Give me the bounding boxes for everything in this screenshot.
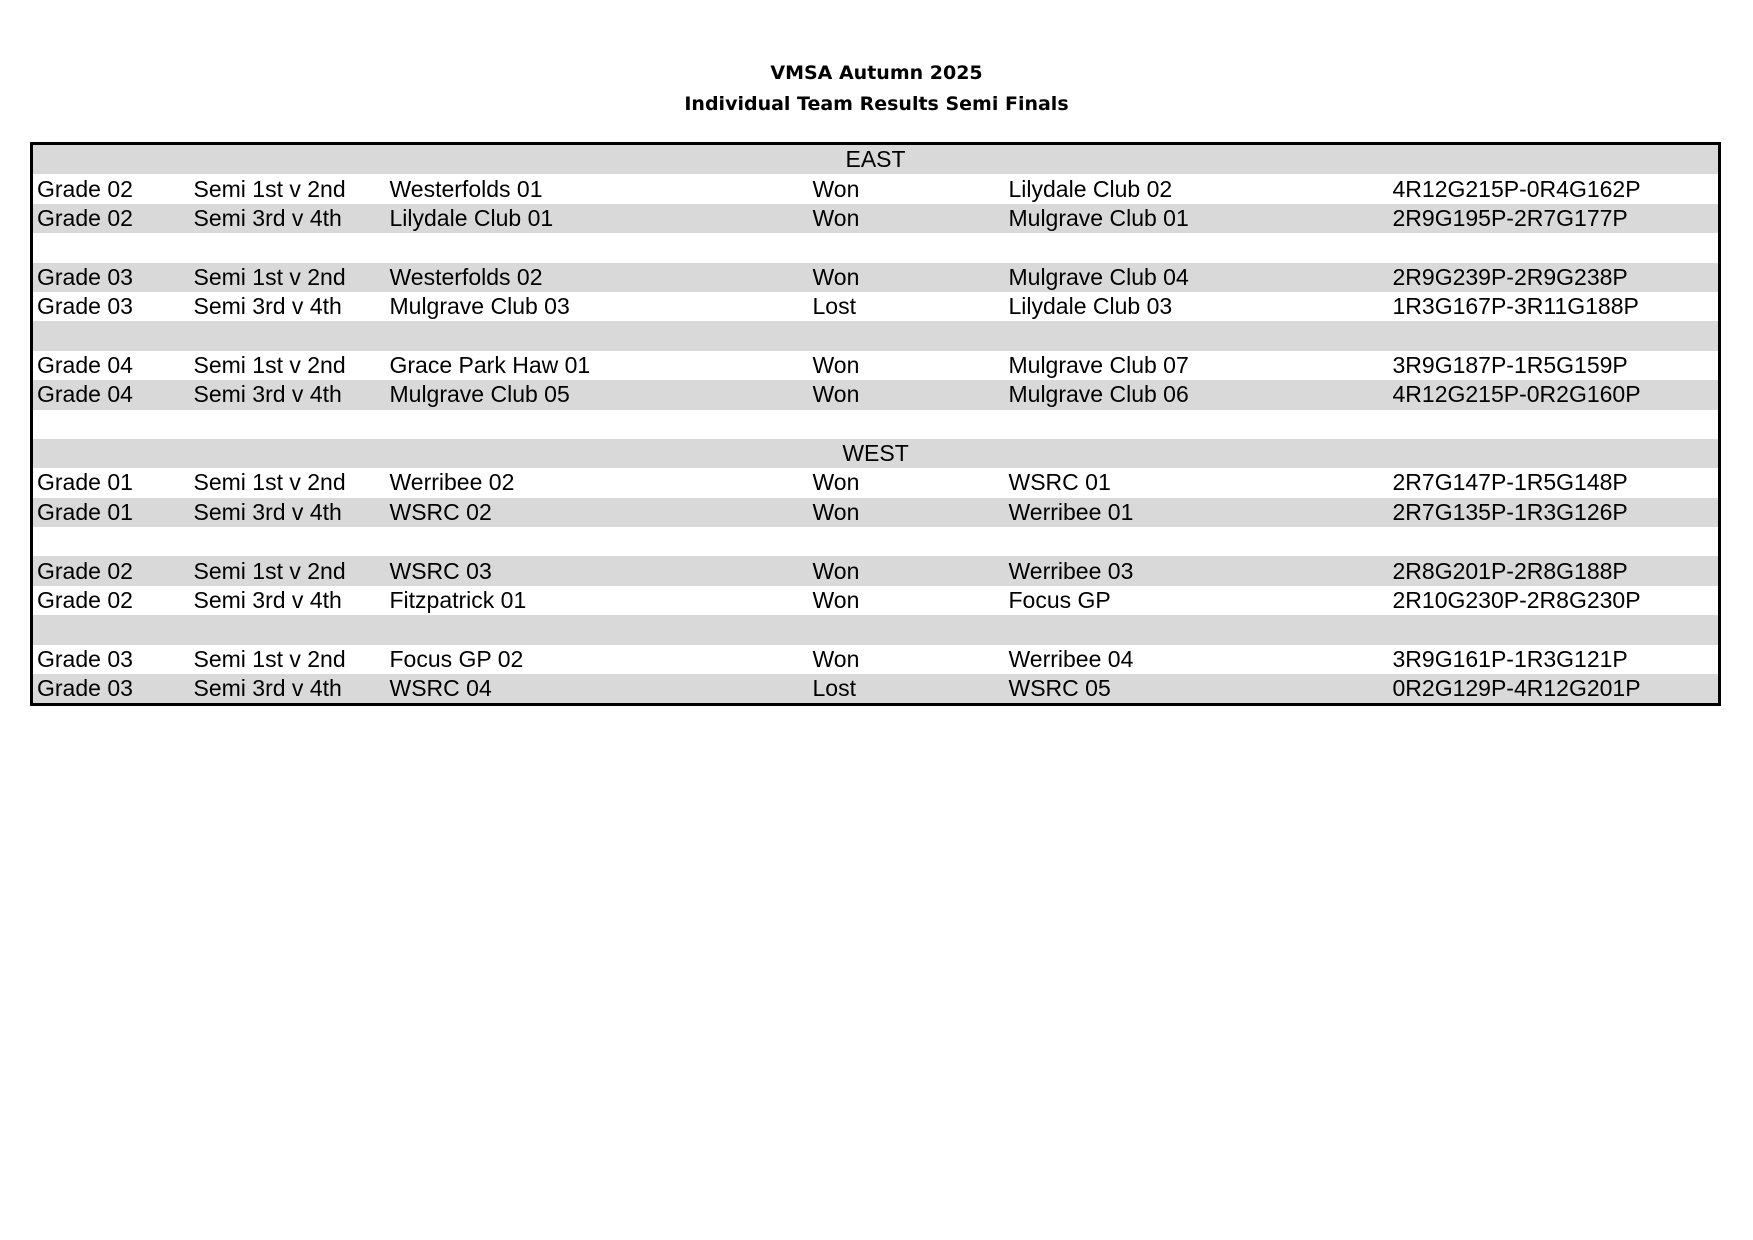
grade-cell: Grade 02: [37, 587, 133, 614]
opponent-cell: Werribee 04: [1008, 645, 1134, 672]
result-cell: Won: [812, 587, 860, 614]
spacer-cell: [32, 233, 1720, 262]
opponent-cell: Werribee 01: [1005, 498, 1389, 527]
grade-cell: Grade 02: [32, 556, 190, 585]
score-cell: 0R2G129P-4R12G201P: [1389, 674, 1720, 705]
result-row: [32, 468, 1720, 497]
team-cell: Focus GP 02: [389, 645, 524, 672]
round-cell: Semi 3rd v 4th: [190, 380, 386, 409]
team-cell: Westerfolds 02: [386, 263, 809, 292]
result-cell: Lost: [809, 674, 1005, 705]
result-row: [32, 645, 1720, 674]
result-cell: Lost: [812, 293, 856, 320]
opponent-cell: Focus GP: [1008, 587, 1111, 614]
result-row: [32, 674, 1720, 705]
round-cell: Semi 1st v 2nd: [193, 645, 346, 672]
team-cell: Mulgrave Club 03: [389, 293, 570, 320]
result-cell: Won: [809, 204, 1005, 233]
results-table: [30, 142, 1721, 706]
result-cell: Won: [809, 556, 1005, 585]
result-cell: Won: [809, 498, 1005, 527]
spacer-cell: [32, 615, 1720, 644]
score-cell: 2R7G135P-1R3G126P: [1389, 498, 1720, 527]
opponent-cell: Werribee 03: [1005, 556, 1389, 585]
round-cell: Semi 3rd v 4th: [190, 674, 386, 705]
grade-cell: Grade 02: [32, 204, 190, 233]
result-row: [32, 380, 1720, 409]
grade-cell: Grade 04: [37, 351, 133, 378]
grade-cell: Grade 04: [32, 380, 190, 409]
spacer-row: [32, 233, 1720, 262]
round-cell: Semi 1st v 2nd: [190, 263, 386, 292]
opponent-cell: WSRC 05: [1005, 674, 1389, 705]
result-row: [32, 174, 1720, 203]
score-cell: 2R9G195P-2R7G177P: [1389, 204, 1720, 233]
opponent-cell: Mulgrave Club 01: [1005, 204, 1389, 233]
result-cell: Won: [809, 263, 1005, 292]
spacer-cell: [32, 527, 1720, 556]
score-cell: 2R7G147P-1R5G148P: [1392, 469, 1628, 496]
document-header: [0, 58, 1753, 120]
round-cell: Semi 1st v 2nd: [190, 556, 386, 585]
grade-cell: Grade 03: [32, 674, 190, 705]
result-row: [32, 498, 1720, 527]
spacer-cell: [32, 410, 1720, 439]
round-cell: Semi 3rd v 4th: [190, 204, 386, 233]
grade-cell: Grade 01: [37, 469, 133, 496]
result-row: [32, 204, 1720, 233]
result-cell: Won: [812, 645, 860, 672]
score-cell: 1R3G167P-3R11G188P: [1392, 293, 1639, 320]
result-cell: Won: [809, 380, 1005, 409]
team-cell: WSRC 03: [386, 556, 809, 585]
grade-cell: Grade 03: [32, 263, 190, 292]
spacer-cell: [32, 321, 1720, 350]
result-row: [32, 586, 1720, 615]
team-cell: Werribee 02: [389, 469, 515, 496]
score-cell: 4R12G215P-0R4G162P: [1392, 175, 1641, 202]
score-cell: 4R12G215P-0R2G160P: [1389, 380, 1720, 409]
round-cell: Semi 1st v 2nd: [193, 351, 346, 378]
round-cell: Semi 3rd v 4th: [190, 498, 386, 527]
team-cell: Grace Park Haw 01: [389, 351, 591, 378]
spacer-row: [32, 321, 1720, 350]
result-cell: Won: [812, 469, 860, 496]
score-cell: 2R8G201P-2R8G188P: [1389, 556, 1720, 585]
score-cell: 3R9G187P-1R5G159P: [1392, 351, 1628, 378]
opponent-cell: Mulgrave Club 06: [1005, 380, 1389, 409]
opponent-cell: Lilydale Club 02: [1008, 175, 1173, 202]
grade-cell: Grade 03: [37, 645, 133, 672]
section-header: WEST: [32, 439, 1720, 468]
result-row: [32, 263, 1720, 292]
grade-cell: Grade 03: [37, 293, 133, 320]
opponent-cell: Mulgrave Club 04: [1005, 263, 1389, 292]
document-title: VMSA Autumn 2025: [770, 62, 983, 84]
document-subtitle: Individual Team Results Semi Finals: [684, 93, 1069, 115]
grade-cell: Grade 01: [32, 498, 190, 527]
team-cell: WSRC 02: [386, 498, 809, 527]
team-cell: WSRC 04: [386, 674, 809, 705]
spacer-row: [32, 410, 1720, 439]
section-header-row: [32, 439, 1720, 468]
spacer-row: [32, 615, 1720, 644]
grade-cell: Grade 02: [37, 175, 133, 202]
results-body: [32, 144, 1720, 705]
round-cell: Semi 1st v 2nd: [193, 469, 346, 496]
result-row: [32, 556, 1720, 585]
section-header: EAST: [32, 144, 1720, 175]
spacer-row: [32, 527, 1720, 556]
round-cell: Semi 3rd v 4th: [193, 587, 342, 614]
score-cell: 2R9G239P-2R9G238P: [1389, 263, 1720, 292]
result-row: [32, 351, 1720, 380]
team-cell: Lilydale Club 01: [386, 204, 809, 233]
team-cell: Westerfolds 01: [389, 175, 543, 202]
round-cell: Semi 3rd v 4th: [193, 293, 342, 320]
opponent-cell: Mulgrave Club 07: [1008, 351, 1189, 378]
result-row: [32, 292, 1720, 321]
team-cell: Fitzpatrick 01: [389, 587, 527, 614]
result-cell: Won: [812, 351, 860, 378]
opponent-cell: WSRC 01: [1008, 469, 1111, 496]
section-header-row: [32, 144, 1720, 175]
team-cell: Mulgrave Club 05: [386, 380, 809, 409]
score-cell: 3R9G161P-1R3G121P: [1392, 645, 1628, 672]
score-cell: 2R10G230P-2R8G230P: [1392, 587, 1641, 614]
opponent-cell: Lilydale Club 03: [1008, 293, 1173, 320]
round-cell: Semi 1st v 2nd: [193, 175, 346, 202]
result-cell: Won: [812, 175, 860, 202]
